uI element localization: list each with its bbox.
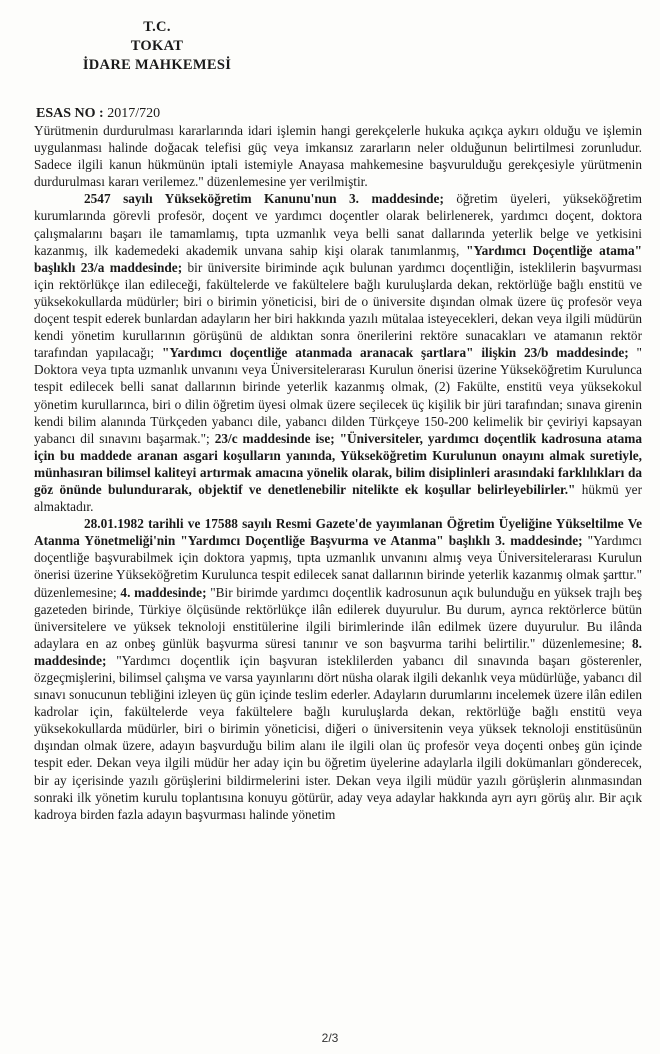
p2-23b-ref: "Yardımcı doçentliğe atanmada aranacak şartlara" ilişkin 23/b maddesinde;	[162, 345, 629, 361]
p3-text-1: "Yardımcı doçentliğe başvurabilmek için doktora yapmış, tıpta uzmanlık unvanını almış veya Üniversitelerarası Kurulun önerisi üzerine Yükseköğretim Kurulunca tespit edilecek sanat dallarının birinde yeterlik kazanmış olmak şarttır." düzenlemesine;	[34, 533, 642, 600]
case-number	[36, 106, 160, 122]
p3-text-3: "Yardımcı doçentlik için başvuran isteklilerden yabancı dil sınavında başarı gösterenler, özgeçmişlerini, bilimsel çalışma ve varsa yayınlarını dört nüsha olarak ilgili dekanlık veya müdürlüğe, yabancı dil sınavı sonucunun tebliğini izleyen üç gün içinde teslim ederler. Adayların durumlarını incelemek üzere ilân edilen kadrolar için, fakültelerde veya fakültelere bağlı kuruluşlarda dekan, rektörlüğe bağlı enstitü veya yüksekokullarda müdürler, biri o birimin yöneticisi, diğeri o üniversitenin veya yüksek teknoloji enstitüsünün dışından olmak üzere, adayın başvurduğu bilim alanı ile ilgili olan üç profesör veya doçenti onbeş gün içinde tespit eder. Dekan veya ilgili müdür her aday için bu öğretim üyelerine adaylarla ilgili dokümanları gönderecek, bir ay içerisinde yazılı görüşlerini bildirmelerini ister. Dekan veya ilgili müdür yazılı görüşlerin alınmasından sonraki ilk yönetim kurulu toplantısına konuyu götürür, aday veya adaylar hakkında ayrı ayrı görüş alır. Bir açık kadroya birden fazla adayın başvurması halinde yönetim	[34, 652, 642, 822]
header-line-court: İDARE MAHKEMESİ	[82, 57, 232, 73]
p2-text-2: bir üniversite biriminde açık bulunan yardımcı doçentliğin, isteklilerin başvurması için rektörlükçe ilan edileceği, fakültelerde ve fakültelere bağlı kuruluşlarda dekan, rektörlüğe bağlı enstitü ve yüksekokullarda müdürler; biri o birimin yöneticisi, biri de o üniversite dışından olmak üzere üç profesör veya doçent tespit ederek bunlardan adayların her biri hakkında yazılı mütalaa isteyecekleri, dekan veya ilgili müdürün kendi yönetim kurullarının görüşünü de aldıktan sonra önerilerini rektöre sunacakları ve atamanın rektör tarafından yapılacağı;	[34, 259, 642, 361]
p3-madde8-ref: 8. maddesinde;	[34, 635, 642, 668]
p2-text-1: öğretim üyeleri, yükseköğretim kurumlarında görevli profesör, doçent ve yardımcı doçentler olarak belirlenerek, yardımcı doçent, doktora çalışmalarını başarı ile tamamlamış, tıpta uzmanlık veya belli sanat dallarında yeterlik belge ve yetkisini kazanmış, ilk kademedeki akademik unvana sahip kişi olarak tanımlanmış,	[34, 191, 643, 258]
header-line-city: TOKAT	[130, 38, 184, 54]
paragraph-1: Yürütmenin durdurulması kararlarında idari işlemin hangi gerekçelerle hukuka açıkça aykırı olduğu ve işlemin uygulanması halinde doğacak telefisi güç veya imkansız zararların neler olduğunun belirtilmesi zorunludur. Sadece ilgili kanun hükmünün iptali istemiyle Anayasa mahkemesine başvurulduğu gerekçesiyle yürütmenin durdurulması kararı verilemez." düzenlemesine yer verilmiştir.	[34, 123, 642, 190]
p3-gazette-ref: 28.01.1982 tarihli ve 17588 sayılı Resmi Gazete'de yayımlanan Öğretim Üyeliğine Yükseltilme Ve Atanma Yönetmeliği'nin "Yardımcı Doçentliğe Başvurma ve Atanma" başlıklı 3. maddesinde;	[34, 516, 642, 549]
p2-23c-ref: 23/c maddesinde ise; "Üniversiteler, yardımcı doçentlik kadrosuna atama için bu maddede aranan asgari koşulların yanında, Yükseköğretim Kurulunun onayını almak suretiyle, münhasıran bilimsel kaliteyi artırmak amacına yönelik olarak, bilim disiplinleri arasındaki farklılıkları da göz önünde bulundurarak, objektif ve denetlenebilir nitelikte ek koşullar belirleyebilirler."	[34, 430, 642, 497]
paragraph-3	[34, 515, 642, 823]
court-header	[82, 18, 232, 75]
header-line-tc: T.C.	[143, 19, 171, 35]
paragraph-2	[34, 190, 642, 515]
page-number: 2/3	[321, 1031, 339, 1045]
case-number-value: 2017/720	[107, 106, 161, 121]
p3-text-2: "Bir birimde yardımcı doçentlik kadrosunun açık bulunduğu en yüksek trajlı beş gazeteden birinde, Türkiye ölçüsünde rektörlükçe ilân edilerek duyurulur. Bu durum, ayrıca rektörlerce bütün üniversitelere ve yüksek teknoloji enstitülerine ilgili birimlerinde ilân edilmek üzere duyurulur. Bu ilânda adaylara en az onbeş günlük başvurma süresi tanınır ve son başvurma tarihi belirtilir." düzenlemesine;	[34, 584, 642, 651]
p3-madde4-ref: 4. maddesinde;	[120, 584, 207, 600]
p2-kanun-ref: 2547 sayılı Yükseköğretim Kanunu'nun 3. maddesinde;	[84, 191, 444, 207]
p2-text-3: " Doktora veya tıpta uzmanlık unvanını veya Üniversitelerarası Kurulun önerisi üzerine Yükseköğretim Kurulunca tespit edilecek belli sanat dallarının birinde yeterlik kazanmış olmak, (2) Fakülte, enstitü veya yüksekokul yönetim kurullarınca, biri o dilin öğretim üyesi olmak üzere seçilecek üç kişilik bir jüri tarafından; sınava girenin kendi bilim alanında Türkçeden yabancı dile, yabancı dilden Türkçeye 150-200 kelimelik bir çeviriyi kapsayan yabancı dil sınavını başarmak.";	[34, 345, 642, 446]
document-body	[34, 122, 642, 823]
case-number-label: ESAS NO :	[36, 106, 104, 121]
p2-text-4: hükmü yer almaktadır.	[34, 481, 642, 515]
p2-23a-ref: "Yardımcı Doçentliğe atama" başlıklı 23/a maddesinde;	[34, 242, 642, 275]
